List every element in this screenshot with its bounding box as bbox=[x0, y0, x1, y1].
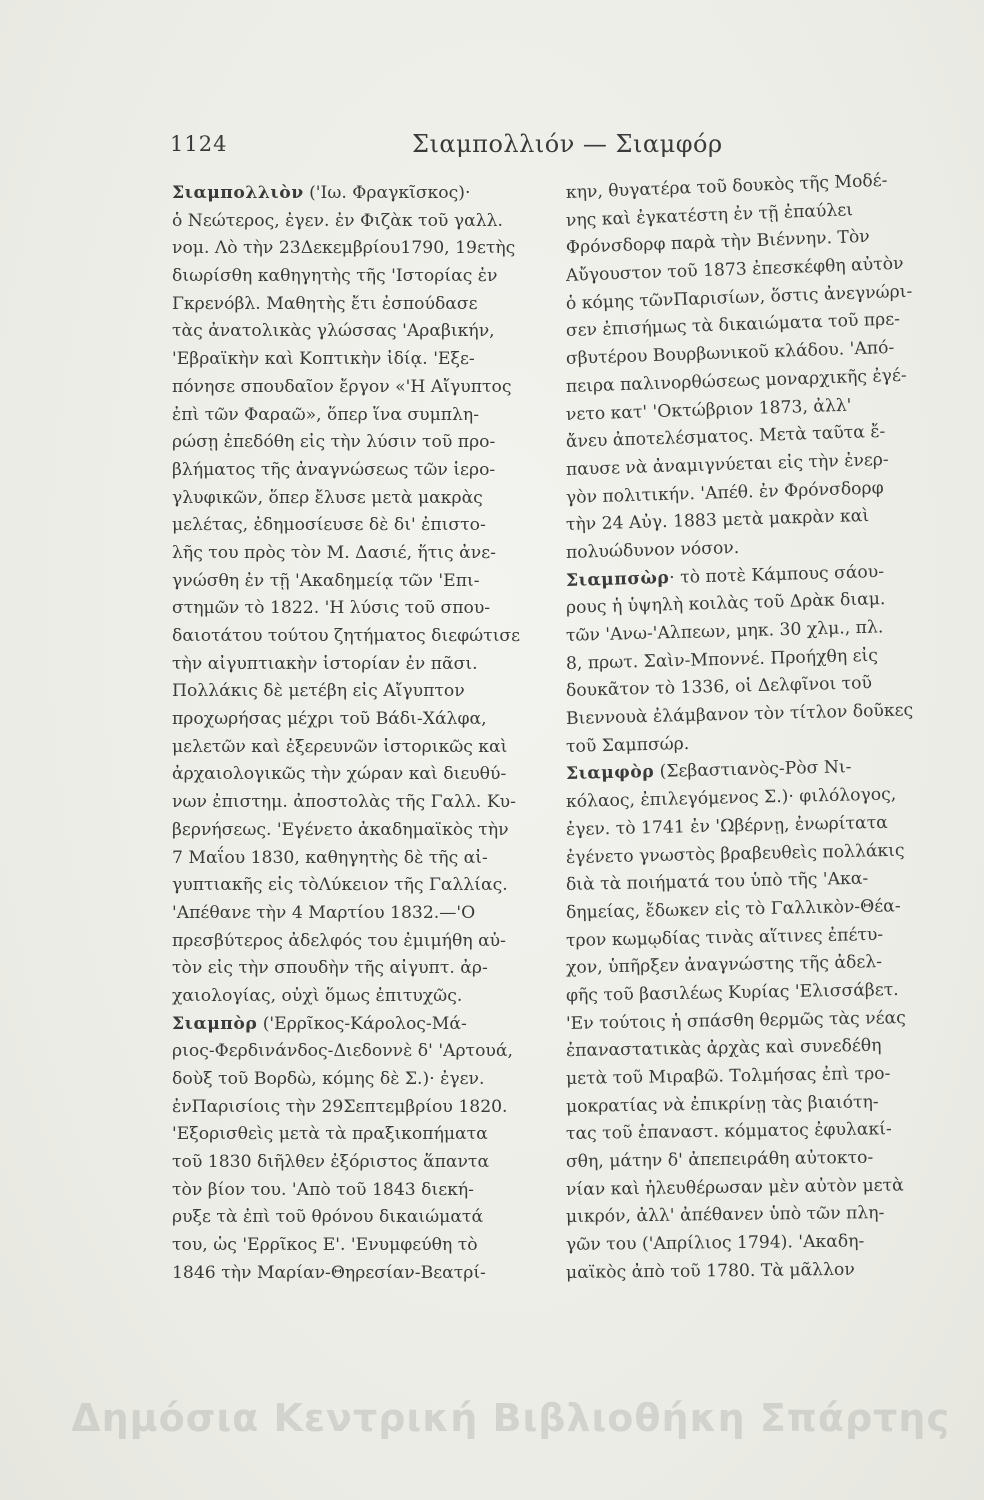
line-text: παυσε νὰ ἀναμιγνύεται εἰς τὴν ἐνερ- bbox=[565, 449, 890, 480]
line-text: μικρόν, ἀλλ' ἀπέθανεν ὑπὸ τῶν πλη- bbox=[565, 1203, 885, 1228]
line-text: νίαν καὶ ἠλευθέρωσαν μὲν αὐτὸν μετὰ bbox=[565, 1175, 904, 1200]
text-line bbox=[172, 1121, 544, 1149]
line-text: Γκρενόβλ. Μαθητὴς ἔτι ἐσπούδασε bbox=[172, 293, 478, 314]
line-text: 'Εξορισθεὶς μετὰ τὰ πραξικοπήματα bbox=[172, 1124, 488, 1145]
text-line bbox=[172, 1038, 544, 1066]
line-text: ἐγεν. τὸ 1741 ἐν 'Ωβέρνῃ, ἐνωρίτατα bbox=[565, 812, 888, 840]
line-text: δαιοτάτου τούτου ζητήματος διεφώτισε bbox=[172, 626, 521, 646]
line-text: (Σεβαστιανὸς-Ρὸσ Νι- bbox=[653, 757, 852, 783]
line-text: γυπτιακῆς εἰς τὸΛύκειον τῆς Γαλλίας. bbox=[172, 875, 508, 896]
line-text: 7 Μαΐου 1830, καθηγητὴς δὲ τῆς αἰ- bbox=[172, 847, 488, 868]
text-line bbox=[172, 346, 544, 374]
line-text: πρεσβύτερος ἀδελφός του ἐμιμήθη αὐ- bbox=[172, 930, 506, 951]
text-line bbox=[172, 845, 544, 873]
right-column bbox=[565, 170, 938, 1288]
line-text: πόνησε σπουδαῖον ἔργον «'Η Αἴγυπτος bbox=[172, 376, 512, 397]
line-text: τὸν βίον του. 'Απὸ τοῦ 1843 διεκή- bbox=[172, 1179, 474, 1200]
line-text: · τὸ ποτὲ Κάμπους σάου- bbox=[668, 561, 885, 588]
line-text: ('Ιω. Φραγκῖσκος)· bbox=[303, 183, 471, 203]
line-text: φῆς τοῦ βασιλέως Κυρίας 'Ελισσάβετ. bbox=[565, 979, 899, 1006]
text-line bbox=[172, 291, 544, 319]
text-line bbox=[172, 872, 544, 900]
line-text: δοὺξ τοῦ Βορδὼ, κόμης δὲ Σ.)· ἐγεν. bbox=[172, 1069, 485, 1089]
text-line bbox=[172, 651, 544, 679]
line-text: κην, θυγατέρα τοῦ δουκὸς τῆς Μοδέ- bbox=[565, 170, 888, 203]
text-line bbox=[172, 1149, 544, 1177]
line-text: ἐπὶ τῶν Φαραῶ», ὅπερ ἵνα συμπλη- bbox=[172, 404, 480, 425]
line-text: ἀρχαιολογικῶς τὴν χώραν καὶ διευθύ- bbox=[172, 764, 507, 785]
line-text: ὁ κόμης τῶνΠαρισίων, ὅστις ἀνεγνώρι- bbox=[565, 281, 913, 314]
text-line bbox=[172, 235, 544, 263]
line-text: μελετῶν καὶ ἐξερευνῶν ἱστορικῶς καὶ bbox=[172, 736, 508, 757]
text-line bbox=[172, 485, 544, 513]
entry-headword: Σιαμπσὼρ bbox=[565, 567, 670, 591]
line-text: 'Εν τούτοις ἡ σπάσθη θερμῶς τὰς νέας bbox=[565, 1007, 906, 1034]
line-text: ρους ἡ ὑψηλὴ κοιλὰς τοῦ Δρὰκ διαμ. bbox=[565, 589, 886, 619]
line-text: σθη, μάτην δ' ἀπεπειράθη αὐτοκτο- bbox=[565, 1147, 874, 1173]
entry-headword: Σιαμπὸρ bbox=[172, 1013, 258, 1034]
text-line bbox=[172, 706, 544, 734]
text-line bbox=[172, 928, 544, 956]
line-text: τὴν 24 Αὐγ. 1883 μετὰ μακρὰν καὶ bbox=[565, 506, 870, 536]
line-text: ἐνΠαρισίοις τὴν 29Σεπτεμβρίου 1820. bbox=[172, 1096, 508, 1117]
text-line bbox=[172, 402, 544, 430]
text-line bbox=[172, 374, 544, 402]
text-line bbox=[172, 568, 544, 596]
line-text: γλυφικῶν, ὅπερ ἔλυσε μετὰ μακρὰς bbox=[172, 487, 483, 508]
line-text: πειρα παλινορθώσεως μοναρχικῆς ἐγέ- bbox=[565, 365, 907, 397]
line-text: δημείας, ἔδωκεν εἰς τὸ Γαλλικὸν-Θέα- bbox=[565, 896, 901, 923]
text-line bbox=[172, 429, 544, 457]
running-head: Σιαμπολλιόν — Σιαμφόρ bbox=[412, 130, 723, 158]
line-text: νομ. Λὸ τὴν 23Δεκεμβρίου1790, 19ετὴς bbox=[172, 238, 516, 259]
line-text: ἄνευ ἀποτελέσματος. Μετὰ ταῦτα ἔ- bbox=[565, 421, 886, 453]
line-text: Αὔγουστον τοῦ 1873 ἐπεσκέφθη αὐτὸν bbox=[565, 253, 904, 287]
text-line bbox=[172, 263, 544, 291]
text-line bbox=[172, 180, 544, 208]
line-text: Βιεννουὰ ἐλάμβανον τὸν τίτλον δοῦκες bbox=[565, 700, 914, 730]
line-text: χον, ὑπῆρξεν ἀναγνώστης τῆς ἀδελ- bbox=[565, 952, 883, 979]
line-text: νων ἐπιστημ. ἀποστολὰς τῆς Γαλλ. Κυ- bbox=[172, 792, 516, 813]
line-text: δουκᾶτον τὸ 1336, οἱ Δελφῖνοι τοῦ bbox=[565, 673, 873, 702]
line-text: χαιολογίας, οὐχὶ ὅμως ἐπιτυχῶς. bbox=[172, 985, 463, 1006]
text-line bbox=[172, 623, 544, 651]
line-text: διωρίσθη καθηγητὴς τῆς 'Ιστορίας ἐν bbox=[172, 266, 498, 287]
line-text: ὁ Νεώτερος, ἐγεν. ἐν Φιζὰκ τοῦ γαλλ. bbox=[172, 210, 503, 231]
line-text: 'Εβραϊκὴν καὶ Κοπτικὴν ἰδίᾳ. 'Εξε- bbox=[172, 349, 475, 370]
line-text: μελέτας, ἐδημοσίευσε δὲ δι' ἐπιστο- bbox=[172, 515, 486, 536]
text-line bbox=[172, 1177, 544, 1205]
line-text: ἐγένετο γνωστὸς βραβευθεὶς πολλάκις bbox=[565, 840, 905, 868]
line-text: νετο κατ' 'Οκτώβριον 1873, ἀλλ' bbox=[565, 395, 852, 425]
line-text: τῶν 'Ανω-'Αλπεων, μηκ. 30 χλμ., πλ. bbox=[565, 617, 884, 646]
library-watermark: Δημόσια Κεντρική Βιβλιοθήκη Σπάρτης bbox=[71, 1396, 950, 1440]
line-text: σβυτέρου Βουρβωνικοῦ κλάδου. 'Από- bbox=[565, 337, 895, 370]
line-text: τας τοῦ ἐπαναστ. κόμματος ἐφυλακί- bbox=[565, 1119, 892, 1145]
line-text: ρώσῃ ἐπεδόθη εἰς τὴν λύσιν τοῦ προ- bbox=[172, 432, 496, 453]
text-line bbox=[172, 208, 544, 236]
line-text: βερνήσεως. 'Εγένετο ἀκαδημαϊκὸς τὴν bbox=[172, 819, 509, 840]
text-line bbox=[172, 761, 544, 789]
line-text: γῶν του ('Απρίλιος 1794). 'Ακαδη- bbox=[565, 1231, 865, 1256]
line-text: γνώσθη ἐν τῇ 'Ακαδημείᾳ τῶν 'Επι- bbox=[172, 570, 480, 591]
line-text: ('Ερρῖκος-Κάρολος-Μά- bbox=[257, 1013, 467, 1034]
line-text: 1846 τὴν Μαρίαν-Θηρεσίαν-Βεατρί- bbox=[172, 1262, 486, 1283]
text-line bbox=[172, 1260, 544, 1288]
text-line bbox=[566, 1256, 938, 1288]
text-line bbox=[172, 595, 544, 623]
line-text: στημῶν τὸ 1822. 'Η λύσις τοῦ σπου- bbox=[172, 598, 491, 619]
page-header bbox=[170, 132, 860, 162]
text-line bbox=[172, 955, 544, 983]
line-text: τοῦ 1830 διῆλθεν ἐξόριστος ἅπαντα bbox=[172, 1152, 490, 1173]
text-line bbox=[172, 900, 544, 928]
line-text: λῆς του πρὸς τὸν Μ. Δασιέ, ἥτις ἀνε- bbox=[172, 542, 496, 563]
line-text: μοκρατίας νὰ ἐπικρίνῃ τὰς βιαιότη- bbox=[565, 1091, 879, 1117]
text-line bbox=[172, 1066, 544, 1094]
line-text: τὴν αἰγυπτιακὴν ἱστορίαν ἐν πᾶσι. bbox=[172, 653, 478, 674]
text-line bbox=[172, 457, 544, 485]
line-text: Φρόνσδορφ παρὰ τὴν Βιέννην. Τὸν bbox=[565, 227, 871, 259]
line-text: ρυξε τὰ ἐπὶ τοῦ θρόνου δικαιώματά bbox=[172, 1207, 484, 1228]
page-number: 1124 bbox=[170, 132, 228, 156]
text-line bbox=[172, 678, 544, 706]
line-text: βλήματος τῆς ἀναγνώσεως τῶν ἱερο- bbox=[172, 459, 496, 480]
line-text: νης καὶ ἐγκατέστη ἐν τῇ ἐπαύλει bbox=[565, 199, 854, 231]
line-text: μετὰ τοῦ Μιραβῶ. Τολμήσας ἐπὶ τρο- bbox=[565, 1063, 891, 1089]
text-line bbox=[172, 734, 544, 762]
text-line bbox=[172, 1232, 544, 1260]
line-text: προχωρήσας μέχρι τοῦ Βάδι-Χάλφα, bbox=[172, 709, 487, 730]
text-line bbox=[172, 817, 544, 845]
line-text: κόλαος, ἐπιλεγόμενος Σ.)· φιλόλογος, bbox=[565, 784, 897, 813]
line-text: 8, πρωτ. Σαὶν-Μποννέ. Προήχθη εἰς bbox=[565, 645, 879, 674]
line-text: τοῦ Σαμπσώρ. bbox=[565, 733, 690, 757]
line-text: πολυώδυνον νόσον. bbox=[565, 537, 740, 563]
text-line bbox=[172, 540, 544, 568]
line-text: τὰς ἀνατολικὰς γλώσσας 'Αραβικήν, bbox=[172, 321, 495, 342]
text-line bbox=[172, 1204, 544, 1232]
line-text: 'Απέθανε τὴν 4 Μαρτίου 1832.—'Ο bbox=[172, 902, 476, 923]
line-text: ριος-Φερδινάνδος-Διεδοννὲ δ' 'Αρτουά, bbox=[172, 1041, 513, 1062]
line-text: μαϊκὸς ἀπὸ τοῦ 1780. Τὰ μᾶλλον bbox=[565, 1259, 855, 1283]
text-line bbox=[172, 983, 544, 1011]
text-line bbox=[566, 1228, 938, 1260]
text-line bbox=[172, 1011, 544, 1039]
line-text: γὸν πολιτικήν. 'Απέθ. ἐν Φρόνσδορφ bbox=[565, 477, 884, 508]
left-column bbox=[172, 180, 544, 1288]
text-line bbox=[172, 318, 544, 346]
entry-headword: Σιαμπολλιὸν bbox=[172, 183, 304, 203]
line-text: του, ὡς 'Ερρῖκος Ε'. 'Ενυμφεύθη τὸ bbox=[172, 1235, 478, 1256]
entry-headword: Σιαμφὸρ bbox=[565, 762, 655, 785]
line-text: τὸν εἰς τὴν σπουδὴν τῆς αἰγυπτ. ἀρ- bbox=[172, 958, 488, 979]
text-line bbox=[172, 512, 544, 540]
line-text: σεν ἐπισήμως τὰ δικαιώματα τοῦ πρε- bbox=[565, 309, 901, 342]
line-text: Πολλάκις δὲ μετέβη εἰς Αἴγυπτον bbox=[172, 681, 465, 702]
line-text: ἐπαναστατικὰς ἀρχὰς καὶ συνεδέθη bbox=[565, 1036, 882, 1062]
text-line bbox=[172, 1094, 544, 1122]
line-text: τρον κωμῳδίας τινὰς αἵτινες ἐπέτυ- bbox=[565, 924, 884, 951]
text-line bbox=[172, 789, 544, 817]
line-text: διὰ τὰ ποιήματά του ὑπὸ τῆς 'Ακα- bbox=[565, 868, 869, 896]
